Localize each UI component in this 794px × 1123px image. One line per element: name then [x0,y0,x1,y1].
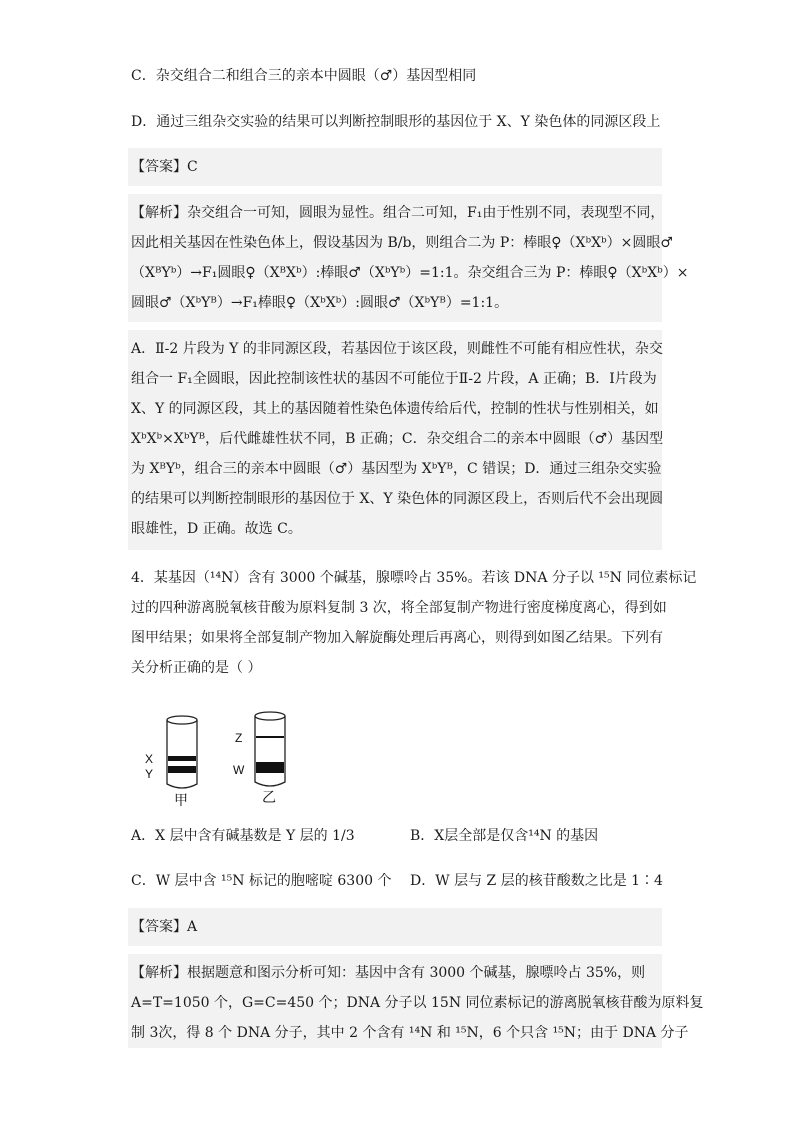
analysis-line: 【解析】根据题意和图示分析可知：基因中含有 3000 个碱基，腺嘌呤占 35%，则 [131,965,646,981]
explanation-line: 眼雄性，D 正确。故选 C。 [131,521,302,537]
analysis-line: 圆眼♂（XᵇYᴮ）→F₁棒眼♀（XᵇXᵇ）:圆眼♂（XᵇYᴮ）=1:1。 [131,295,509,311]
answer-label: 【答案】C [131,159,198,175]
label-w: W [233,763,245,777]
explanation-line: X、Y 的同源区段，其上的基因随着性染色体遗传给后代，控制的性状与性别相关，如 [131,401,659,417]
tube-yi [255,712,285,786]
band-z [256,736,284,738]
option-b: B．X层全部是仅含¹⁴N 的基因 [410,828,599,844]
explanation-line: A．Ⅱ-2 片段为 Y 的非同源区段，若基因位于该区段，则雌性不可能有相应性状，杂交 [131,341,663,357]
explanation-line: 的结果可以判断控制眼形的基因位于 X、Y 染色体的同源区段上，否则后代不会出现圆 [131,491,664,507]
tube-yi-label: 乙 [262,790,276,806]
tube-diagram [140,710,310,810]
question-stem-line: 4．某基因（¹⁴N）含有 3000 个碱基，腺嘌呤占 35%。若该 DNA 分子以 ¹⁵N 同位素标记 [131,570,697,586]
analysis-line: 【解析】杂交组合一可知，圆眼为显性。组合二可知，F₁由于性别不同，表现型不同， [131,205,665,221]
explanation-line: 组合一 F₁全圆眼，因此控制该性状的基因不可能位于Ⅱ-2 片段，A 正确；B．Ⅰ片段为 [131,371,657,387]
option-d: D．通过三组杂交实验的结果可以判断控制眼形的基因位于 X、Y 染色体的同源区段上 [131,114,661,130]
explanation-line: XᵇXᵇ×XᵇYᴮ，后代雌雄性状不同，B 正确；C．杂交组合二的亲本中圆眼（♂）基因型 [131,431,664,447]
analysis-line: A=T=1050 个，G=C=450 个；DNA 分子以 15N 同位素标记的游离脱氧核苷酸为原料复 [131,995,704,1011]
tube-jia [167,716,197,788]
question-stem-line: 关分析正确的是（ ） [131,660,262,676]
label-y: Y [145,767,154,781]
answer-box [128,908,662,946]
label-z: Z [235,731,243,745]
explanation-line: 为 XᴮYᵇ，组合三的亲本中圆眼（♂）基因型为 XᵇYᴮ，C 错误；D．通过三组杂交实验 [131,461,662,477]
band-x [168,756,196,761]
tube-jia-label: 甲 [174,793,188,809]
question-stem-line: 过的四种游离脱氧核苷酸为原料复制 3 次，将全部复制产物进行密度梯度离心，得到如 [131,600,667,616]
centrifuge-figure [140,710,310,814]
option-d: D．W 层与 Z 层的核苷酸数之比是 1∶4 [410,873,663,889]
band-y [168,766,196,773]
option-a: A．X 层中含有碱基数是 Y 层的 1/3 [131,828,355,844]
analysis-line: 因此相关基因在性染色体上，假设基因为 B/b，则组合二为 P：棒眼♀（XᵇXᵇ）×圆眼♂ [131,235,673,251]
option-c: C．W 层中含 ¹⁵N 标记的胞嘧啶 6300 个 [131,873,392,889]
answer-label: 【答案】A [131,919,198,935]
question-stem-line: 图甲结果；如果将全部复制产物加入解旋酶处理后再离心，则得到如图乙结果。下列有 [131,630,663,646]
band-w [256,762,284,773]
analysis-line: （XᴮYᵇ）→F₁圆眼♀（XᴮXᵇ）:棒眼♂（XᵇYᵇ）=1:1。杂交组合三为 P：棒眼♀（XᵇXᵇ）× [131,265,689,281]
analysis-line: 制 3次，得 8 个 DNA 分子，其中 2 个含有 ¹⁴N 和 ¹⁵N，6 个只含 ¹⁵N；由于 DNA 分子 [131,1025,689,1041]
option-c: C．杂交组合二和组合三的亲本中圆眼（♂）基因型相同 [131,68,477,84]
label-x: X [145,752,154,766]
answer-box [128,148,662,186]
